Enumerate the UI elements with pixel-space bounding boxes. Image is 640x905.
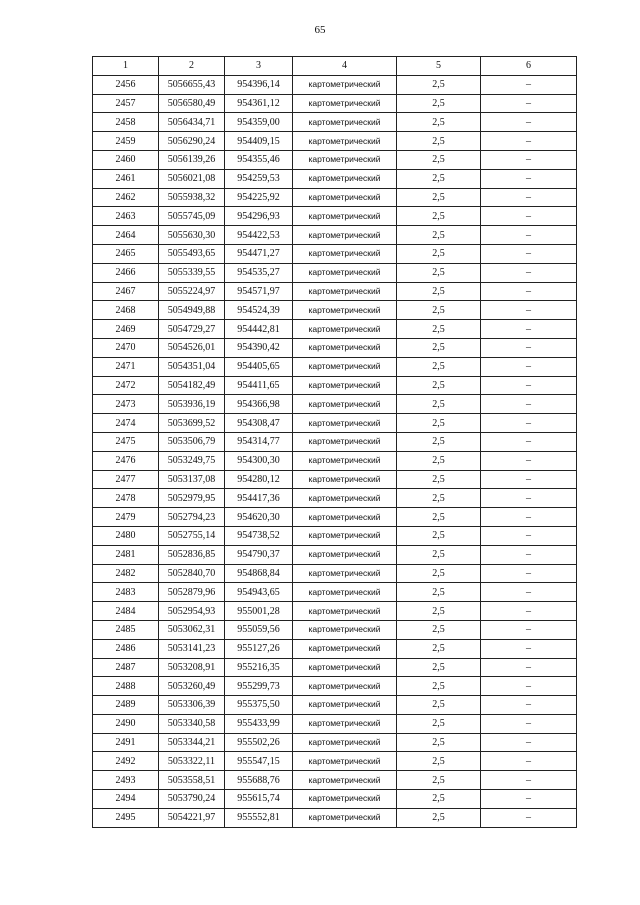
note-cell: – — [481, 207, 577, 226]
accuracy-cell: 2,5 — [397, 545, 481, 564]
y-coordinate-cell: 954390,42 — [225, 338, 293, 357]
x-coordinate-cell: 5053340,58 — [159, 714, 225, 733]
y-coordinate-cell: 954314,77 — [225, 432, 293, 451]
table-row — [93, 564, 577, 583]
table-row — [93, 620, 577, 639]
y-coordinate-cell: 955216,35 — [225, 658, 293, 677]
point-number-cell: 2480 — [93, 526, 159, 545]
x-coordinate-cell: 5055938,32 — [159, 188, 225, 207]
accuracy-cell: 2,5 — [397, 696, 481, 715]
method-cell: картометрический — [293, 338, 397, 357]
point-number-cell: 2457 — [93, 94, 159, 113]
x-coordinate-cell: 5053249,75 — [159, 451, 225, 470]
note-cell: – — [481, 677, 577, 696]
point-number-cell: 2466 — [93, 263, 159, 282]
note-cell: – — [481, 301, 577, 320]
method-cell: картометрический — [293, 808, 397, 827]
x-coordinate-cell: 5054526,01 — [159, 338, 225, 357]
x-coordinate-cell: 5054182,49 — [159, 376, 225, 395]
y-coordinate-cell: 954943,65 — [225, 583, 293, 602]
x-coordinate-cell: 5053936,19 — [159, 395, 225, 414]
accuracy-cell: 2,5 — [397, 470, 481, 489]
x-coordinate-cell: 5054949,88 — [159, 301, 225, 320]
accuracy-cell: 2,5 — [397, 263, 481, 282]
y-coordinate-cell: 954868,84 — [225, 564, 293, 583]
note-cell: – — [481, 771, 577, 790]
accuracy-cell: 2,5 — [397, 169, 481, 188]
point-number-cell: 2463 — [93, 207, 159, 226]
table-row — [93, 733, 577, 752]
method-cell: картометрический — [293, 132, 397, 151]
y-coordinate-cell: 954422,53 — [225, 226, 293, 245]
table-row — [93, 188, 577, 207]
accuracy-cell: 2,5 — [397, 207, 481, 226]
y-coordinate-cell: 954417,36 — [225, 489, 293, 508]
accuracy-cell: 2,5 — [397, 376, 481, 395]
method-cell: картометрический — [293, 188, 397, 207]
point-number-cell: 2486 — [93, 639, 159, 658]
table-row — [93, 169, 577, 188]
table-row — [93, 526, 577, 545]
x-coordinate-cell: 5052879,96 — [159, 583, 225, 602]
method-cell: картометрический — [293, 733, 397, 752]
note-cell: – — [481, 376, 577, 395]
x-coordinate-cell: 5052836,85 — [159, 545, 225, 564]
method-cell: картометрический — [293, 357, 397, 376]
x-coordinate-cell: 5055630,30 — [159, 226, 225, 245]
table-row — [93, 207, 577, 226]
table-row — [93, 790, 577, 809]
accuracy-cell: 2,5 — [397, 526, 481, 545]
y-coordinate-cell: 955375,50 — [225, 696, 293, 715]
method-cell: картометрический — [293, 282, 397, 301]
point-number-cell: 2494 — [93, 790, 159, 809]
point-number-cell: 2485 — [93, 620, 159, 639]
point-number-cell: 2484 — [93, 602, 159, 621]
table-row — [93, 244, 577, 263]
table-row — [93, 602, 577, 621]
note-cell: – — [481, 583, 577, 602]
accuracy-cell: 2,5 — [397, 771, 481, 790]
y-coordinate-cell: 954571,97 — [225, 282, 293, 301]
point-number-cell: 2456 — [93, 75, 159, 94]
accuracy-cell: 2,5 — [397, 451, 481, 470]
method-cell: картометрический — [293, 94, 397, 113]
point-number-cell: 2461 — [93, 169, 159, 188]
accuracy-cell: 2,5 — [397, 714, 481, 733]
table-row — [93, 113, 577, 132]
y-coordinate-cell: 954259,53 — [225, 169, 293, 188]
method-cell: картометрический — [293, 583, 397, 602]
y-coordinate-cell: 955433,99 — [225, 714, 293, 733]
note-cell: – — [481, 169, 577, 188]
y-coordinate-cell: 955502,26 — [225, 733, 293, 752]
y-coordinate-cell: 954471,27 — [225, 244, 293, 263]
note-cell: – — [481, 714, 577, 733]
accuracy-cell: 2,5 — [397, 320, 481, 339]
accuracy-cell: 2,5 — [397, 132, 481, 151]
point-number-cell: 2481 — [93, 545, 159, 564]
accuracy-cell: 2,5 — [397, 790, 481, 809]
y-coordinate-cell: 954225,92 — [225, 188, 293, 207]
accuracy-cell: 2,5 — [397, 677, 481, 696]
table-row — [93, 489, 577, 508]
x-coordinate-cell: 5054729,27 — [159, 320, 225, 339]
method-cell: картометрический — [293, 508, 397, 527]
method-cell: картометрический — [293, 489, 397, 508]
note-cell: – — [481, 639, 577, 658]
method-cell: картометрический — [293, 263, 397, 282]
x-coordinate-cell: 5052755,14 — [159, 526, 225, 545]
table-row — [93, 508, 577, 527]
method-cell: картометрический — [293, 113, 397, 132]
method-cell: картометрический — [293, 526, 397, 545]
note-cell: – — [481, 282, 577, 301]
point-number-cell: 2464 — [93, 226, 159, 245]
x-coordinate-cell: 5055339,55 — [159, 263, 225, 282]
note-cell: – — [481, 620, 577, 639]
note-cell: – — [481, 470, 577, 489]
note-cell: – — [481, 696, 577, 715]
point-number-cell: 2458 — [93, 113, 159, 132]
method-cell: картометрический — [293, 790, 397, 809]
point-number-cell: 2482 — [93, 564, 159, 583]
method-cell: картометрический — [293, 451, 397, 470]
note-cell: – — [481, 451, 577, 470]
note-cell: – — [481, 226, 577, 245]
y-coordinate-cell: 955127,26 — [225, 639, 293, 658]
note-cell: – — [481, 658, 577, 677]
table-row — [93, 470, 577, 489]
point-number-cell: 2475 — [93, 432, 159, 451]
x-coordinate-cell: 5053344,21 — [159, 733, 225, 752]
note-cell: – — [481, 338, 577, 357]
note-cell: – — [481, 564, 577, 583]
table-row — [93, 226, 577, 245]
method-cell: картометрический — [293, 301, 397, 320]
table-row — [93, 752, 577, 771]
table-row — [93, 658, 577, 677]
accuracy-cell: 2,5 — [397, 583, 481, 602]
method-cell: картометрический — [293, 602, 397, 621]
point-number-cell: 2474 — [93, 414, 159, 433]
note-cell: – — [481, 357, 577, 376]
x-coordinate-cell: 5054351,04 — [159, 357, 225, 376]
table-row — [93, 320, 577, 339]
point-number-cell: 2459 — [93, 132, 159, 151]
table-row — [93, 414, 577, 433]
accuracy-cell: 2,5 — [397, 357, 481, 376]
method-cell: картометрический — [293, 432, 397, 451]
note-cell: – — [481, 414, 577, 433]
accuracy-cell: 2,5 — [397, 338, 481, 357]
column-header: 1 — [93, 57, 159, 76]
method-cell: картометрический — [293, 226, 397, 245]
point-number-cell: 2479 — [93, 508, 159, 527]
y-coordinate-cell: 955059,56 — [225, 620, 293, 639]
accuracy-cell: 2,5 — [397, 244, 481, 263]
point-number-cell: 2472 — [93, 376, 159, 395]
table-row — [93, 357, 577, 376]
point-number-cell: 2476 — [93, 451, 159, 470]
x-coordinate-cell: 5053306,39 — [159, 696, 225, 715]
table-row — [93, 376, 577, 395]
y-coordinate-cell: 954790,37 — [225, 545, 293, 564]
accuracy-cell: 2,5 — [397, 733, 481, 752]
x-coordinate-cell: 5053141,23 — [159, 639, 225, 658]
x-coordinate-cell: 5055493,65 — [159, 244, 225, 263]
point-number-cell: 2490 — [93, 714, 159, 733]
note-cell: – — [481, 320, 577, 339]
x-coordinate-cell: 5056139,26 — [159, 150, 225, 169]
y-coordinate-cell: 954396,14 — [225, 75, 293, 94]
table-row — [93, 75, 577, 94]
y-coordinate-cell: 954405,65 — [225, 357, 293, 376]
table-row — [93, 94, 577, 113]
x-coordinate-cell: 5056580,49 — [159, 94, 225, 113]
method-cell: картометрический — [293, 320, 397, 339]
point-number-cell: 2491 — [93, 733, 159, 752]
x-coordinate-cell: 5053137,08 — [159, 470, 225, 489]
method-cell: картометрический — [293, 75, 397, 94]
method-cell: картометрический — [293, 639, 397, 658]
note-cell: – — [481, 752, 577, 771]
column-header: 6 — [481, 57, 577, 76]
accuracy-cell: 2,5 — [397, 301, 481, 320]
x-coordinate-cell: 5055745,09 — [159, 207, 225, 226]
y-coordinate-cell: 954535,27 — [225, 263, 293, 282]
note-cell: – — [481, 150, 577, 169]
point-number-cell: 2493 — [93, 771, 159, 790]
table-row — [93, 263, 577, 282]
point-number-cell: 2471 — [93, 357, 159, 376]
column-header: 3 — [225, 57, 293, 76]
table-row — [93, 808, 577, 827]
method-cell: картометрический — [293, 150, 397, 169]
y-coordinate-cell: 954300,30 — [225, 451, 293, 470]
table-row — [93, 132, 577, 151]
x-coordinate-cell: 5052954,93 — [159, 602, 225, 621]
y-coordinate-cell: 954411,65 — [225, 376, 293, 395]
point-number-cell: 2473 — [93, 395, 159, 414]
point-number-cell: 2487 — [93, 658, 159, 677]
table-row — [93, 639, 577, 658]
x-coordinate-cell: 5053558,51 — [159, 771, 225, 790]
accuracy-cell: 2,5 — [397, 639, 481, 658]
point-number-cell: 2462 — [93, 188, 159, 207]
point-number-cell: 2467 — [93, 282, 159, 301]
note-cell: – — [481, 395, 577, 414]
method-cell: картометрический — [293, 564, 397, 583]
x-coordinate-cell: 5053208,91 — [159, 658, 225, 677]
accuracy-cell: 2,5 — [397, 564, 481, 583]
method-cell: картометрический — [293, 771, 397, 790]
y-coordinate-cell: 954361,12 — [225, 94, 293, 113]
y-coordinate-cell: 954738,52 — [225, 526, 293, 545]
x-coordinate-cell: 5053790,24 — [159, 790, 225, 809]
table-row — [93, 714, 577, 733]
x-coordinate-cell: 5052794,23 — [159, 508, 225, 527]
table-body — [93, 75, 577, 827]
note-cell: – — [481, 489, 577, 508]
point-number-cell: 2488 — [93, 677, 159, 696]
x-coordinate-cell: 5056290,24 — [159, 132, 225, 151]
note-cell: – — [481, 263, 577, 282]
y-coordinate-cell: 954359,00 — [225, 113, 293, 132]
accuracy-cell: 2,5 — [397, 752, 481, 771]
point-number-cell: 2495 — [93, 808, 159, 827]
note-cell: – — [481, 808, 577, 827]
note-cell: – — [481, 188, 577, 207]
table-row — [93, 395, 577, 414]
note-cell: – — [481, 113, 577, 132]
method-cell: картометрический — [293, 714, 397, 733]
point-number-cell: 2470 — [93, 338, 159, 357]
table-row — [93, 696, 577, 715]
point-number-cell: 2483 — [93, 583, 159, 602]
accuracy-cell: 2,5 — [397, 188, 481, 207]
point-number-cell: 2478 — [93, 489, 159, 508]
accuracy-cell: 2,5 — [397, 508, 481, 527]
point-number-cell: 2469 — [93, 320, 159, 339]
accuracy-cell: 2,5 — [397, 226, 481, 245]
table-row — [93, 677, 577, 696]
method-cell: картометрический — [293, 545, 397, 564]
method-cell: картометрический — [293, 620, 397, 639]
y-coordinate-cell: 955001,28 — [225, 602, 293, 621]
coordinates-table — [92, 56, 577, 828]
table-row — [93, 583, 577, 602]
column-header: 2 — [159, 57, 225, 76]
y-coordinate-cell: 954355,46 — [225, 150, 293, 169]
method-cell: картометрический — [293, 376, 397, 395]
y-coordinate-cell: 954442,81 — [225, 320, 293, 339]
y-coordinate-cell: 954620,30 — [225, 508, 293, 527]
x-coordinate-cell: 5053506,79 — [159, 432, 225, 451]
method-cell: картометрический — [293, 677, 397, 696]
accuracy-cell: 2,5 — [397, 113, 481, 132]
method-cell: картометрический — [293, 470, 397, 489]
accuracy-cell: 2,5 — [397, 75, 481, 94]
method-cell: картометрический — [293, 414, 397, 433]
table-row — [93, 432, 577, 451]
point-number-cell: 2492 — [93, 752, 159, 771]
method-cell: картометрический — [293, 658, 397, 677]
note-cell: – — [481, 432, 577, 451]
x-coordinate-cell: 5052840,70 — [159, 564, 225, 583]
note-cell: – — [481, 545, 577, 564]
note-cell: – — [481, 526, 577, 545]
x-coordinate-cell: 5053699,52 — [159, 414, 225, 433]
accuracy-cell: 2,5 — [397, 395, 481, 414]
x-coordinate-cell: 5053062,31 — [159, 620, 225, 639]
x-coordinate-cell: 5056021,08 — [159, 169, 225, 188]
table-row — [93, 338, 577, 357]
y-coordinate-cell: 955299,73 — [225, 677, 293, 696]
y-coordinate-cell: 955552,81 — [225, 808, 293, 827]
y-coordinate-cell: 955615,74 — [225, 790, 293, 809]
accuracy-cell: 2,5 — [397, 414, 481, 433]
y-coordinate-cell: 954280,12 — [225, 470, 293, 489]
column-header: 5 — [397, 57, 481, 76]
y-coordinate-cell: 955547,15 — [225, 752, 293, 771]
note-cell: – — [481, 790, 577, 809]
x-coordinate-cell: 5056655,43 — [159, 75, 225, 94]
note-cell: – — [481, 75, 577, 94]
x-coordinate-cell: 5053322,11 — [159, 752, 225, 771]
accuracy-cell: 2,5 — [397, 150, 481, 169]
accuracy-cell: 2,5 — [397, 620, 481, 639]
page-number: 65 — [314, 24, 326, 36]
y-coordinate-cell: 954308,47 — [225, 414, 293, 433]
note-cell: – — [481, 733, 577, 752]
accuracy-cell: 2,5 — [397, 808, 481, 827]
note-cell: – — [481, 244, 577, 263]
x-coordinate-cell: 5054221,97 — [159, 808, 225, 827]
y-coordinate-cell: 955688,76 — [225, 771, 293, 790]
table-row — [93, 301, 577, 320]
accuracy-cell: 2,5 — [397, 282, 481, 301]
point-number-cell: 2465 — [93, 244, 159, 263]
table-row — [93, 545, 577, 564]
note-cell: – — [481, 94, 577, 113]
method-cell: картометрический — [293, 395, 397, 414]
note-cell: – — [481, 602, 577, 621]
y-coordinate-cell: 954296,93 — [225, 207, 293, 226]
point-number-cell: 2489 — [93, 696, 159, 715]
table-row — [93, 451, 577, 470]
column-header: 4 — [293, 57, 397, 76]
table-row — [93, 771, 577, 790]
point-number-cell: 2460 — [93, 150, 159, 169]
accuracy-cell: 2,5 — [397, 94, 481, 113]
x-coordinate-cell: 5056434,71 — [159, 113, 225, 132]
x-coordinate-cell: 5052979,95 — [159, 489, 225, 508]
y-coordinate-cell: 954366,98 — [225, 395, 293, 414]
note-cell: – — [481, 508, 577, 527]
accuracy-cell: 2,5 — [397, 658, 481, 677]
y-coordinate-cell: 954524,39 — [225, 301, 293, 320]
point-number-cell: 2477 — [93, 470, 159, 489]
point-number-cell: 2468 — [93, 301, 159, 320]
method-cell: картометрический — [293, 696, 397, 715]
table-row — [93, 282, 577, 301]
table-row — [93, 150, 577, 169]
y-coordinate-cell: 954409,15 — [225, 132, 293, 151]
method-cell: картометрический — [293, 244, 397, 263]
note-cell: – — [481, 132, 577, 151]
table-header-row — [93, 57, 577, 76]
method-cell: картометрический — [293, 752, 397, 771]
x-coordinate-cell: 5055224,97 — [159, 282, 225, 301]
accuracy-cell: 2,5 — [397, 432, 481, 451]
accuracy-cell: 2,5 — [397, 602, 481, 621]
method-cell: картометрический — [293, 169, 397, 188]
method-cell: картометрический — [293, 207, 397, 226]
x-coordinate-cell: 5053260,49 — [159, 677, 225, 696]
accuracy-cell: 2,5 — [397, 489, 481, 508]
